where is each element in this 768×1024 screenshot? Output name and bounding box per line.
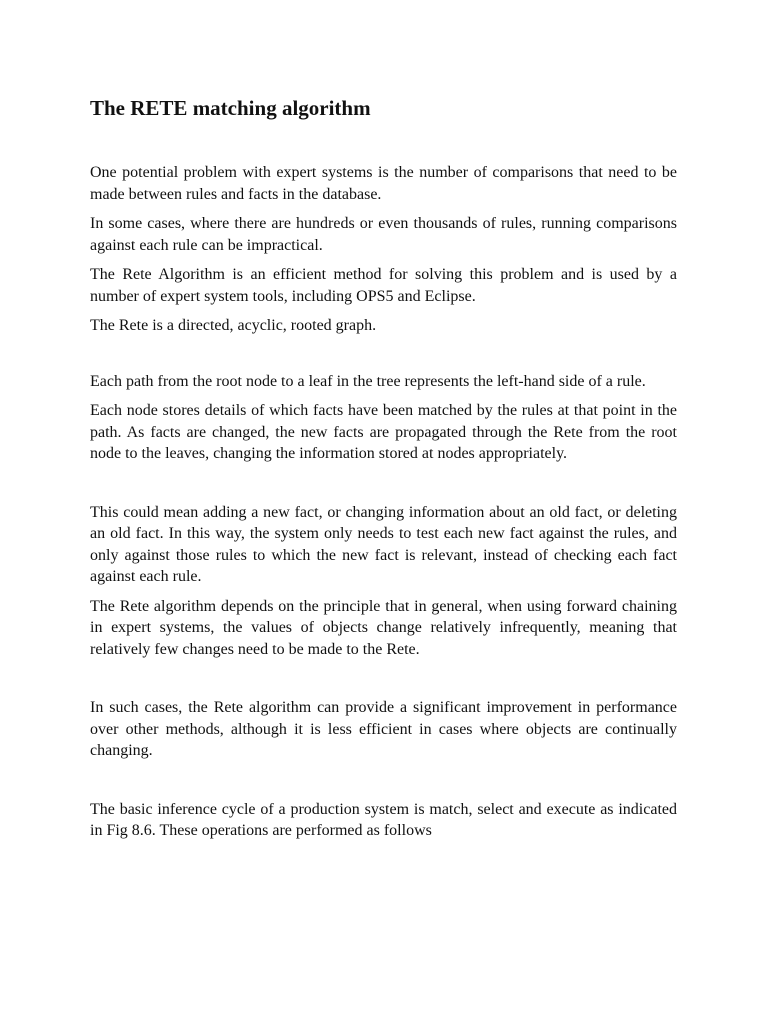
paragraph-root-to-leaf-path: Each path from the root node to a leaf in the tree represents the left-hand side of a rule. <box>90 372 646 390</box>
paragraph-adding-new-fact: This could mean adding a new fact, or changing information about an old fact, or deleting an old fact. In this way, the system only needs to test each new fact against the rules, and only against those rules to which the new fact is relevant, instead of checking each fact against each rule. <box>90 503 677 585</box>
paragraph-rete-graph: The Rete is a directed, acyclic, rooted graph. <box>90 317 377 334</box>
paragraph-node-stores-details: Each node stores details of which facts have been matched by the rules at that point in the path. As facts are changed, the new facts are propagated through the Rete from the root node to the leaves, changing the information stored at nodes appropriately. <box>90 402 677 462</box>
paragraph-rete-efficient-method: The Rete Algorithm is an efficient method for solving this problem and is used by a number of expert system tools, including OPS5 and Eclipse. <box>90 266 677 305</box>
paragraph-inference-cycle: The basic inference cycle of a production system is match, select and execute as indicated in Fig 8.6. These operations are performed as follows <box>90 800 677 839</box>
paragraph-expert-systems-comparisons: One potential problem with expert systems is the number of comparisons that need to be made between rules and facts in the database. <box>90 164 677 203</box>
paragraph-thousands-of-rules: In some cases, where there are hundreds or even thousands of rules, running comparisons against each rule can be impractical. <box>90 215 677 254</box>
paragraph-performance-improvement: In such cases, the Rete algorithm can provide a significant improvement in performance over other methods, although it is less efficient in cases where objects are continually changing. <box>90 699 677 759</box>
document-page <box>90 94 677 842</box>
page-title: The RETE matching algorithm <box>90 96 371 120</box>
paragraph-forward-chaining-principle: The Rete algorithm depends on the principle that in general, when using forward chaining in expert systems, the values of objects change relatively infrequently, meaning that relatively few changes need to be made to the Rete. <box>90 597 677 658</box>
